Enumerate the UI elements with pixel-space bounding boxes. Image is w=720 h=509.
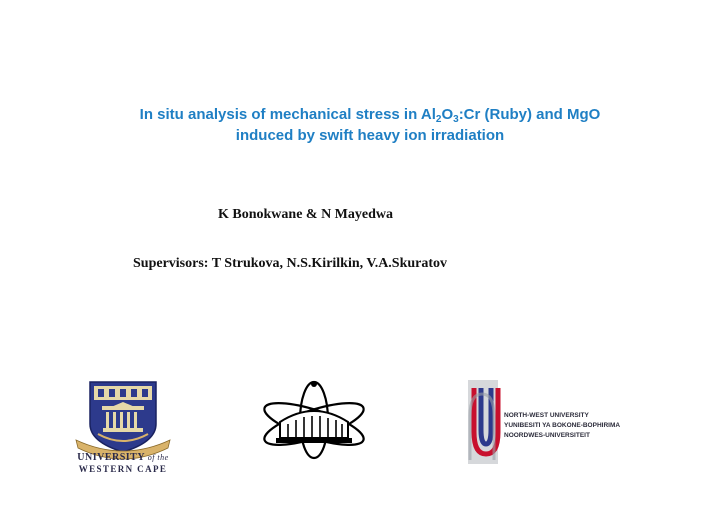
authors: K Bonokwane & N Mayedwa (218, 207, 394, 222)
supervisors: Supervisors: T Strukova, N.S.Kirilkin, V.A.Skuratov (133, 256, 448, 271)
nwu-name-line-3: NOORDWES-UNIVERSITEIT (504, 432, 590, 439)
jinr-atom-logo-icon (258, 378, 370, 460)
uwc-crest-icon (68, 378, 178, 478)
nwu-name-line-2: YUNIBESITI YA BOKONE-BOPHIRIMA (504, 422, 621, 429)
presentation-title (60, 104, 680, 146)
title-line-2: induced by swift heavy ion irradiation (235, 127, 505, 144)
title-line-1: In situ analysis of mechanical stress in $Al_2O_3:Cr$ (Ruby) and MgO (139, 106, 601, 125)
uwc-name-line-1: UNIVERSITY of the (77, 452, 169, 463)
uwc-name-line-2: WESTERN CAPE (78, 464, 168, 474)
nwu-name-line-1: NORTH-WEST UNIVERSITY (504, 412, 589, 419)
